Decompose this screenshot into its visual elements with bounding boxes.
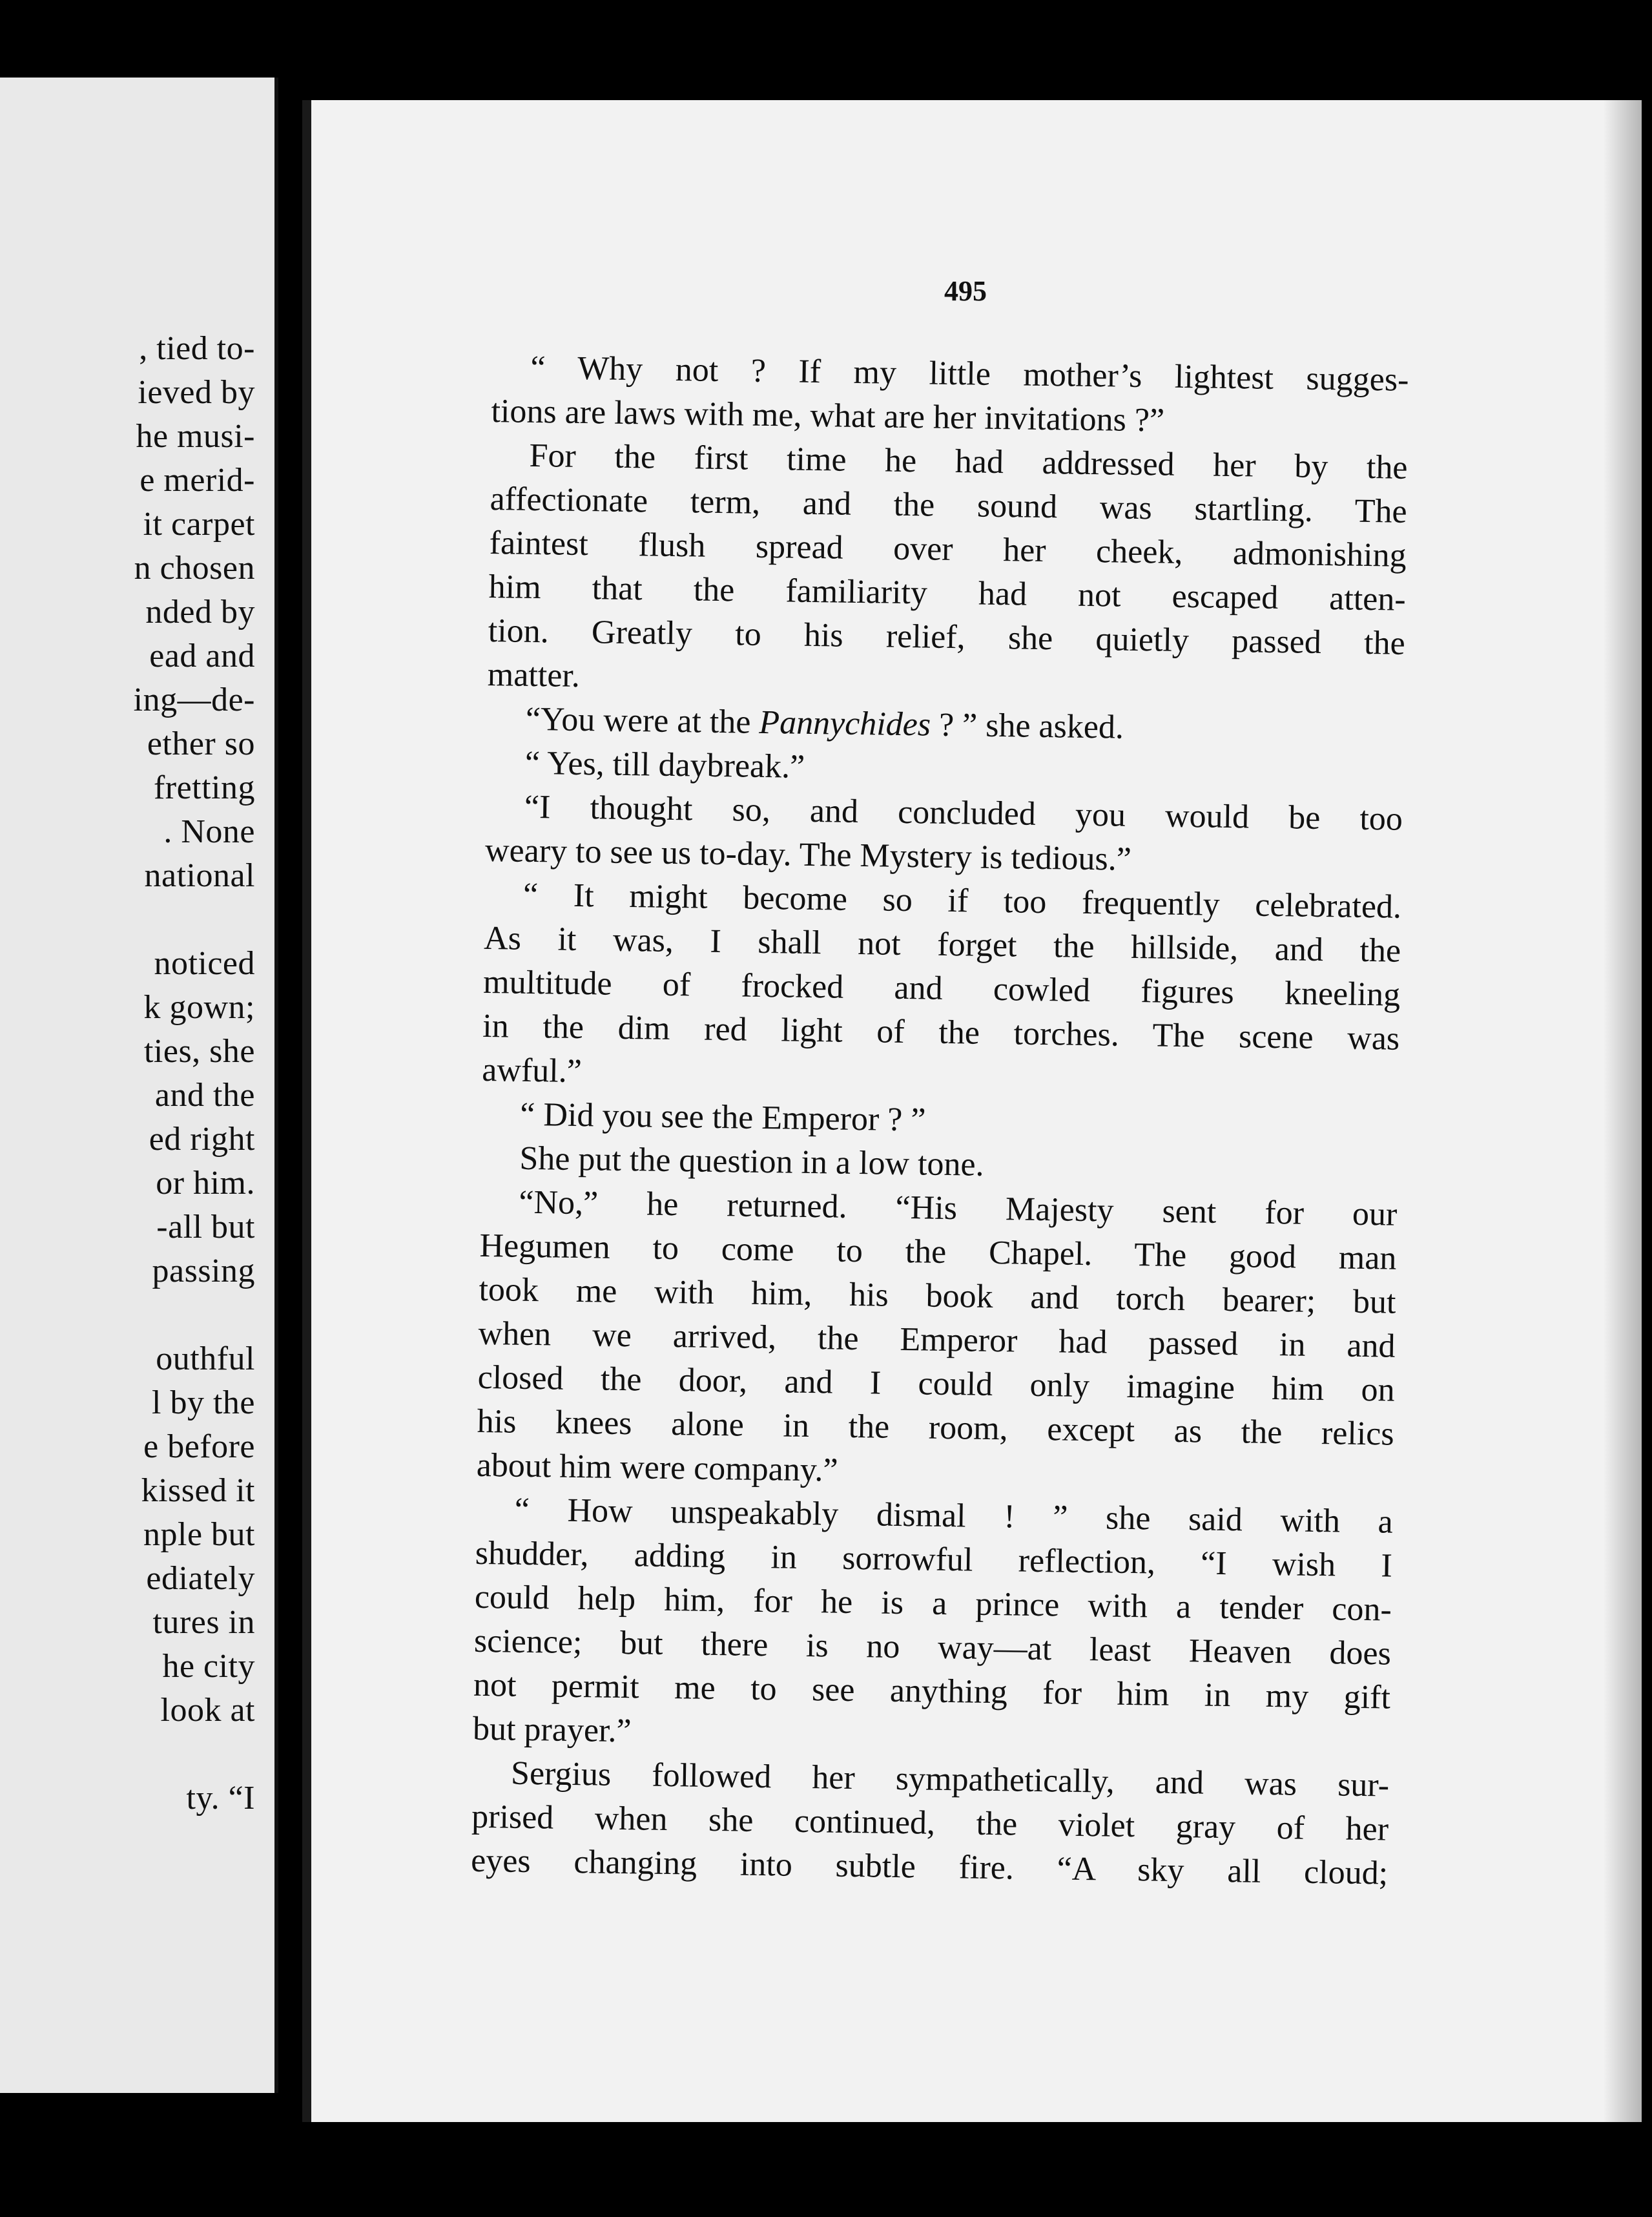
left-page (0, 78, 278, 2093)
left-page-fragment: he city (162, 1648, 255, 1685)
italic-term: Pannychides (759, 703, 931, 744)
text-line: science; but there is no way—at least Heaven does (473, 1622, 1392, 1672)
left-page-fragment: national (144, 857, 255, 894)
left-page-fragment: ty. “I (186, 1780, 255, 1816)
left-page-fragment: n chosen (134, 550, 255, 587)
text-line: eyes changing into subtle fire. “A sky all cloud; (470, 1842, 1389, 1892)
text-line: weary to see us to-day. The Mystery is tedious.” (484, 831, 1132, 878)
text-line: Sergius followed her sympathetically, and was sur- (510, 1754, 1390, 1804)
text-line: “No,” he returned. “His Majesty sent for our (519, 1183, 1398, 1233)
text-line: multitude of frocked and cowled figures kneeling (482, 963, 1401, 1014)
left-page-fragment: l by the (152, 1384, 255, 1421)
text-line: shudder, adding in sorrowful reflection, “I wish I (475, 1534, 1393, 1585)
left-page-fragment: -all but (156, 1209, 255, 1245)
text-line: “ Did you see the Emperor ? ” (519, 1096, 926, 1139)
left-page-fragment: ediately (146, 1560, 255, 1597)
left-page-fragment: e merid- (139, 462, 255, 499)
left-page-fragment: tures in (152, 1604, 255, 1641)
left-page-fragment: fretting (153, 769, 255, 806)
left-page-fragment: e before (143, 1428, 255, 1465)
text-line: about him were company.” (476, 1446, 838, 1489)
text-line: took me with him, his book and torch bearer; but (479, 1271, 1396, 1321)
text-line: matter. (487, 656, 581, 694)
text-line: not permit me to see anything for him in my gift (473, 1666, 1391, 1716)
text-line: tion. Greatly to his relief, she quietly passed the (488, 612, 1406, 662)
left-page-fragment: ead and (149, 638, 255, 674)
left-page-fragment: kissed it (141, 1472, 255, 1509)
text-line: his knees alone in the room, except as the relics (477, 1402, 1395, 1453)
text-line: “I thought so, and concluded you would be too (524, 788, 1403, 838)
page-number: 495 (944, 275, 987, 307)
left-page-fragment: passing (152, 1253, 255, 1289)
left-page-fragment: outhful (156, 1340, 255, 1377)
text-line: prised when she continued, the violet gray of her (471, 1798, 1389, 1848)
left-page-fragment: ieved by (138, 374, 255, 411)
text-line: closed the door, and I could only imagine him on (477, 1358, 1395, 1409)
left-page-fragment: and the (154, 1077, 255, 1114)
left-page-fragment: he musi- (136, 418, 255, 455)
left-page-fragment: ing—de- (133, 682, 255, 718)
left-page-fragment: , tied to- (139, 330, 255, 367)
left-page-fragment: . None (163, 813, 255, 850)
text-line: tions are laws with me, what are her invitations ?” (491, 392, 1165, 439)
text-line: awful.” (481, 1051, 583, 1090)
left-page-fragment: noticed (154, 945, 255, 982)
text-line: affectionate term, and the sound was startling. The (490, 480, 1407, 530)
left-page-fragment: ties, she (143, 1033, 255, 1070)
left-page-fragment: nple but (143, 1516, 255, 1553)
text-line: “You were at the Pannychides ? ” she asked. (525, 700, 1124, 746)
page-edge-shadow (1603, 100, 1642, 2122)
text-line: As it was, I shall not forget the hillside, and the (483, 919, 1401, 970)
body-text (471, 346, 1409, 1896)
text-line: “ How unspeakably dismal ! ” she said with a (514, 1491, 1394, 1541)
text-line: in the dim red light of the torches. The scene was (482, 1007, 1400, 1057)
text-line: when we arrived, the Emperor had passed in and (478, 1315, 1396, 1365)
left-page-fragment: look at (160, 1692, 255, 1729)
text-line: but prayer.” (472, 1710, 632, 1750)
text-line: For the first time he had addressed her by the (529, 437, 1408, 486)
text-line: could help him, for he is a prince with a tender con- (474, 1578, 1392, 1629)
left-page-fragment: it carpet (143, 506, 255, 543)
left-page-fragment: ether so (147, 725, 255, 762)
text-line: him that the familiarity had not escaped atten- (488, 568, 1407, 618)
left-page-fragment: nded by (145, 594, 255, 630)
left-page-fragment: or him. (156, 1165, 255, 1202)
text-line: She put the question in a low tone. (519, 1140, 985, 1183)
text-line: “ Why not ? If my little mother’s lightest sugges- (530, 349, 1409, 399)
text-line: Hegumen to come to the Chapel. The good man (479, 1227, 1397, 1277)
left-page-fragment: k gown; (143, 989, 255, 1026)
text-line: faintest flush spread over her cheek, admonishing (489, 524, 1407, 574)
right-page (302, 100, 1642, 2122)
text-line: “ It might become so if too frequently celebrated. (522, 876, 1402, 926)
left-page-fragment: ed right (149, 1121, 255, 1158)
text-line: “ Yes, till daybreak.” (524, 744, 805, 786)
